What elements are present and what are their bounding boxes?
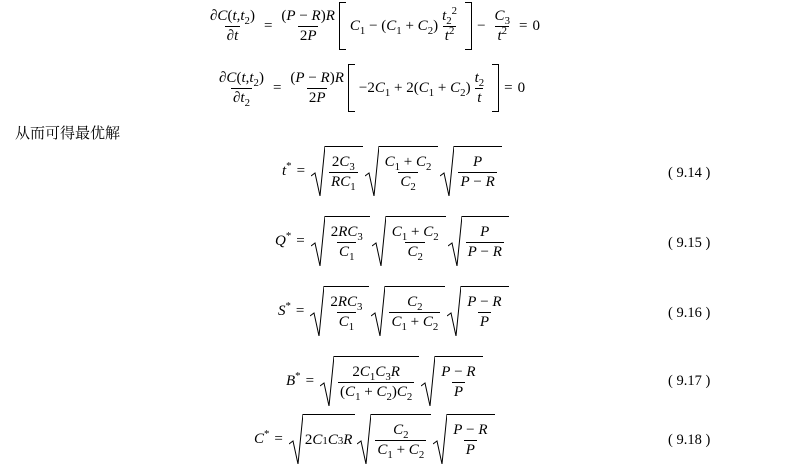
optimal-q-equation: Q* = $\frac{2RC_3}{C_1}$ $\frac{C_1 + C_2}{C_2}$ $\frac{P}{P - R}$ bbox=[275, 216, 510, 266]
optimal-b-equation: B* = $\frac{2C_1C_3R}{(C_1 + C_2)C_2}$ $\frac{P - R}{P}$ bbox=[286, 356, 484, 406]
partial-derivative-t2-equation: $\frac{\partial C(t,t_2)}{\partial t_2}$ = $\frac{(P - R)R}{2P}$ $-2C_1 + 2(C_1 + C_2)$ $\frac{t_2}{t}$ = 0 bbox=[215, 64, 525, 112]
optimal-c-equation: C* = 2 C 1 C 3 R $\frac{C_2}{C_1 + C_2}$ $\frac{P - R}{P}$ bbox=[254, 414, 496, 464]
optimal-s-equation: S* = $\frac{2RC_3}{C_1}$ $\frac{C_2}{C_1 + C_2}$ $\frac{P - R}{P}$ bbox=[278, 286, 510, 336]
equation-number-9-16: ( 9.16 ) bbox=[668, 305, 711, 321]
equation-number-9-14: ( 9.14 ) bbox=[668, 165, 711, 181]
equation-number-9-15: ( 9.15 ) bbox=[668, 235, 711, 251]
intro-text: 从而可得最优解 bbox=[15, 124, 121, 142]
partial-derivative-t-equation: $\frac{\partial C(t,t_2)}{\partial t}$ = $\frac{(P - R)R}{2P}$ $C_1 - (C_1 + C_2)$ $\frac{t_2^2}{t^2}$ − $\frac{C_3}{t^2}$ = 0 bbox=[206, 2, 540, 50]
optimal-t-equation: t* = $\frac{2C_3}{RC_1}$ $\frac{C_1 + C_2}{C_2}$ $\frac{P}{P - R}$ bbox=[282, 146, 503, 196]
equation-number-9-17: ( 9.17 ) bbox=[668, 373, 711, 389]
equation-number-9-18: ( 9.18 ) bbox=[668, 432, 711, 448]
